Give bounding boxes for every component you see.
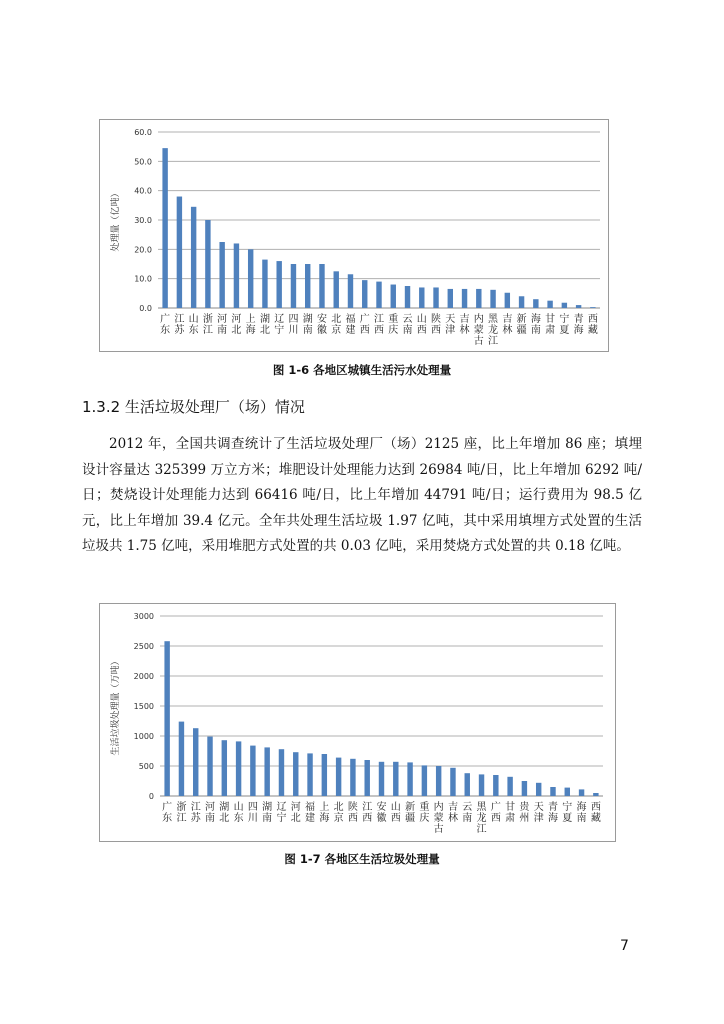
bar [448, 289, 453, 308]
x-tick-label: 福建 [345, 314, 356, 336]
x-tick-label: 河南 [217, 314, 228, 336]
x-tick-label: 河北 [290, 802, 301, 824]
y-tick-label: 40.0 [134, 186, 152, 196]
bar [376, 282, 381, 308]
x-tick-label: 河北 [231, 314, 242, 336]
bar [405, 286, 410, 308]
bar [234, 243, 239, 308]
x-tick-label: 海南 [530, 314, 541, 336]
bar [179, 722, 184, 796]
bar [334, 271, 339, 308]
bar [391, 285, 396, 308]
x-tick-label: 云南 [402, 314, 413, 336]
bar [250, 746, 255, 796]
bar [205, 220, 210, 308]
bar [348, 274, 353, 308]
bar [350, 759, 355, 796]
x-tick-label: 广西 [490, 802, 501, 824]
y-tick-label: 50.0 [134, 157, 152, 167]
bar [276, 261, 281, 308]
bar [476, 289, 481, 308]
bar [222, 740, 227, 796]
x-tick-label: 内蒙古 [433, 802, 444, 835]
bar [219, 242, 224, 308]
bar [193, 728, 198, 796]
x-tick-label: 山东 [188, 314, 199, 336]
x-tick-label: 湖北 [219, 802, 230, 824]
x-tick-label: 上海 [245, 314, 256, 336]
bar [393, 762, 398, 796]
bar [191, 207, 196, 308]
bar [307, 753, 312, 796]
x-tick-label: 天津 [533, 802, 544, 824]
x-tick-label: 青海 [573, 314, 584, 336]
x-tick-label: 吉林 [459, 314, 470, 336]
x-tick-label: 吉林 [447, 802, 458, 824]
bar [462, 289, 467, 308]
x-tick-label: 河南 [205, 802, 216, 824]
bar [507, 777, 512, 796]
x-tick-label: 黑龙江 [488, 314, 499, 347]
chart-sewage-treatment [99, 119, 609, 352]
chart-garbage-treatment [99, 603, 616, 842]
x-tick-label: 甘肃 [545, 314, 556, 336]
x-tick-label: 西藏 [590, 802, 601, 824]
x-tick-label: 贵州 [519, 802, 530, 824]
x-tick-label: 青海 [547, 802, 558, 824]
x-tick-label: 浙江 [176, 802, 187, 824]
x-tick-label: 广西 [359, 314, 370, 336]
x-tick-label: 辽宁 [274, 314, 285, 336]
x-tick-label: 山西 [390, 802, 401, 824]
y-tick-label: 2000 [133, 672, 154, 681]
bar [362, 280, 367, 308]
x-tick-label: 山西 [416, 314, 427, 336]
x-tick-label: 江苏 [190, 802, 201, 824]
x-tick-label: 陕西 [431, 314, 442, 336]
x-tick-label: 陕西 [347, 802, 358, 824]
bar [579, 789, 584, 796]
x-tick-label: 广东 [160, 314, 171, 336]
bar [422, 765, 427, 796]
x-tick-label: 上海 [319, 802, 330, 824]
x-tick-label: 安徽 [376, 802, 387, 824]
bar [293, 752, 298, 796]
y-tick-label: 10.0 [134, 274, 152, 284]
x-tick-label: 江西 [362, 802, 373, 824]
bar [162, 148, 167, 308]
x-tick-label: 西藏 [587, 314, 598, 336]
bar [550, 787, 555, 796]
bar [236, 741, 241, 796]
y-axis-title: 处理量（亿吨） [111, 188, 121, 252]
bar [164, 641, 169, 796]
x-tick-label: 宁夏 [562, 802, 573, 824]
bar [305, 264, 310, 308]
bar [519, 296, 524, 308]
bar [248, 249, 253, 308]
x-tick-label: 重庆 [388, 314, 399, 336]
bar [536, 783, 541, 796]
y-tick-label: 60.0 [134, 128, 152, 137]
bar [177, 197, 182, 308]
x-tick-label: 内蒙古 [473, 314, 484, 347]
body-paragraph: 2012 年，全国共调查统计了生活垃圾处理厂（场）2125 座，比上年增加 86 座；填埋设计容量达 325399 万立方米；堆肥设计处理能力达到 26984 吨/日，比上年增加 6292 吨/日；焚烧设计处理能力达到 66416 吨/日，比上年增加 44791 吨/日；运行费用为 98.5 亿元，比上年增加 39.4 亿元。全年共处理生活垃圾 1.97 亿吨，其中采用填埋方式处置的生活垃圾共 1.75 亿吨，采用堆肥方式处置的共 0.03 亿吨，采用焚烧方式处置的共 0.18 亿吨。 [82, 436, 642, 554]
bar [565, 788, 570, 796]
bar [291, 264, 296, 308]
y-tick-label: 1000 [133, 732, 154, 741]
x-tick-label: 甘肃 [505, 802, 516, 824]
bar [465, 773, 470, 796]
y-tick-label: 0.0 [139, 304, 152, 313]
x-tick-label: 吉林 [502, 314, 513, 336]
bar [522, 781, 527, 796]
x-tick-label: 海南 [576, 802, 587, 824]
x-tick-label: 江苏 [174, 314, 185, 336]
figure-1-caption: 图 1-6 各地区城镇生活污水处理量 [272, 363, 452, 377]
chart-1-svg [100, 120, 610, 353]
x-tick-label: 江西 [374, 314, 384, 336]
y-axis-title: 生活垃圾处理量（万吨） [111, 656, 121, 756]
chart-2-svg [100, 604, 617, 843]
x-tick-label: 安徽 [316, 314, 327, 336]
x-tick-label: 北京 [333, 802, 344, 824]
x-tick-label: 云南 [462, 802, 473, 824]
bar [590, 307, 595, 308]
x-tick-label: 新疆 [405, 802, 416, 824]
x-tick-label: 四川 [288, 314, 299, 336]
x-tick-label: 湖南 [262, 802, 273, 824]
x-tick-label: 浙江 [202, 314, 213, 336]
bar [262, 260, 267, 308]
x-tick-label: 四川 [247, 802, 258, 824]
bar [264, 747, 269, 796]
bar [379, 762, 384, 796]
bar [576, 305, 581, 308]
bar [433, 287, 438, 308]
bar [493, 775, 498, 796]
bar [364, 760, 369, 796]
bar [450, 768, 455, 796]
x-tick-label: 山东 [233, 802, 244, 824]
y-tick-label: 500 [138, 762, 154, 771]
x-tick-label: 新疆 [516, 314, 527, 336]
bar [490, 290, 495, 308]
x-tick-label: 天津 [445, 314, 456, 336]
bar [479, 774, 484, 796]
x-tick-label: 北京 [331, 314, 342, 336]
bar [593, 793, 598, 796]
bar [419, 287, 424, 308]
y-tick-label: 1500 [133, 702, 154, 711]
x-tick-label: 重庆 [419, 802, 430, 824]
section-heading: 1.3.2 生活垃圾处理厂（场）情况 [82, 398, 305, 416]
figure-2-caption: 图 1-7 各地区生活垃圾处理量 [284, 852, 440, 866]
y-tick-label: 0 [148, 792, 154, 801]
page-number: 7 [620, 938, 629, 954]
bar [322, 754, 327, 796]
x-tick-label: 广东 [162, 802, 173, 824]
x-tick-label: 宁夏 [559, 314, 570, 336]
bar [562, 303, 567, 308]
y-tick-label: 30.0 [134, 216, 152, 225]
y-tick-label: 3000 [133, 612, 154, 621]
y-tick-label: 2500 [133, 642, 154, 651]
x-tick-label: 黑龙江 [476, 802, 487, 835]
x-tick-label: 湖南 [302, 314, 313, 336]
bar [279, 749, 284, 796]
bar [319, 264, 324, 308]
x-tick-label: 福建 [305, 802, 316, 824]
bar [547, 301, 552, 308]
bar [407, 762, 412, 796]
bar [533, 299, 538, 308]
x-tick-label: 辽宁 [276, 802, 287, 824]
bar [336, 758, 341, 796]
bar [505, 293, 510, 308]
bar [436, 766, 441, 796]
bar [207, 737, 212, 796]
y-tick-label: 20.0 [134, 245, 152, 255]
x-tick-label: 湖北 [259, 314, 270, 336]
